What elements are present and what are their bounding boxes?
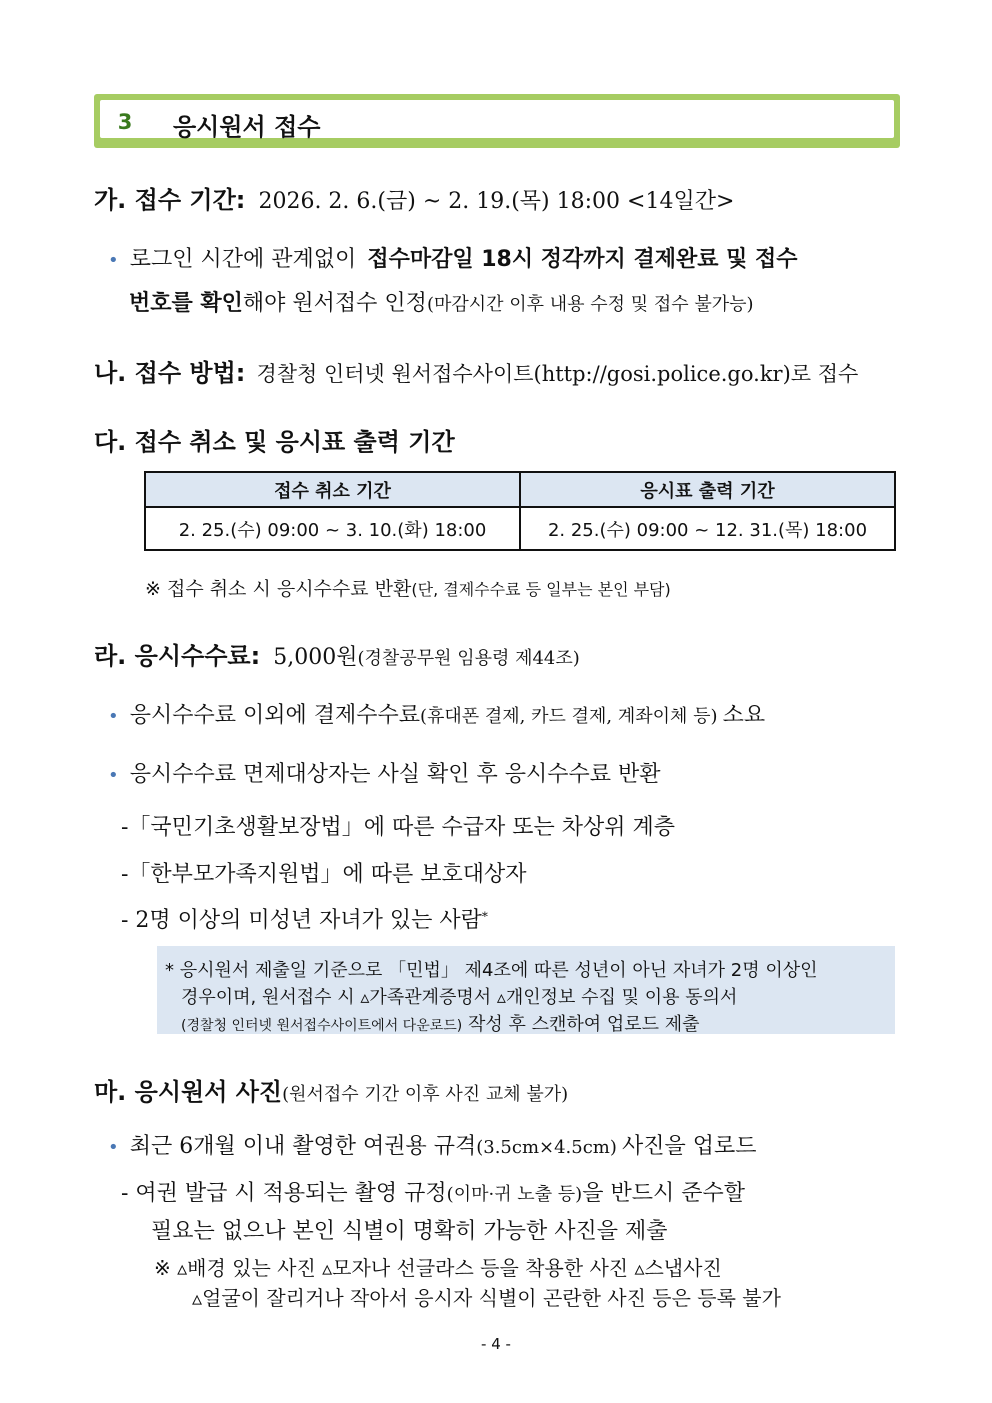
ma-note-line2: ▵얼굴이 잘리거나 작아서 응시자 식별이 곤란한 사진 등은 등록 불가 xyxy=(192,1286,781,1310)
ra-value-small: (경찰공무원 임용령 제44조) xyxy=(357,648,580,669)
ga-bullet-bold-2: 번호를 확인 xyxy=(129,291,243,316)
ga-value: 2026. 2. 6.(금) ~ 2. 19.(목) 18:00 <14일간> xyxy=(258,189,735,214)
ma-sub1-c: 을 반드시 준수할 xyxy=(582,1181,745,1206)
page-number: - 4 - xyxy=(481,1335,511,1353)
section-title: 응시원서 접수 xyxy=(173,113,321,141)
bullet-dot: • xyxy=(108,706,119,727)
ma-note-line1: ※ ▵배경 있는 사진 ▵모자나 선글라스 등을 착용한 사진 ▵스냅사진 xyxy=(154,1256,722,1280)
cancel-print-period-table xyxy=(144,471,896,551)
ra-box-line1: * 응시원서 제출일 기준으로 「민법」 제4조에 따른 성년이 아닌 자녀가 2명 이상인 xyxy=(165,960,818,981)
ma-sub1-line2: 필요는 없으나 본인 식별이 명확히 가능한 사진을 제출 xyxy=(151,1219,668,1244)
ga-bullet-line1 xyxy=(108,242,798,273)
ra-box-line3-small: (경찰청 인터넷 원서접수사이트에서 다운로드) xyxy=(181,1018,463,1034)
ra-bullet-2 xyxy=(108,757,660,788)
bullet-dot: • xyxy=(108,765,119,786)
da-note-main: ※ 접수 취소 시 응시수수료 반환 xyxy=(145,578,412,600)
ra-heading: 라. 응시수수료: xyxy=(94,642,261,670)
item-na xyxy=(94,353,858,388)
ga-bullet-bold-1: 접수마감일 18시 정각까지 결제완료 및 접수 xyxy=(367,247,798,272)
ma-heading: 마. 응시원서 사진 xyxy=(94,1078,283,1106)
ra-sub-2: -「한부모가족지원법」에 따른 보호대상자 xyxy=(121,862,527,887)
ra-bullet-1 xyxy=(108,698,765,729)
ra-bullet1-c: 소요 xyxy=(722,703,766,728)
ra-value: 5,000원 xyxy=(273,645,358,670)
table-row xyxy=(145,507,895,550)
ma-sub1-b: (이마·귀 노출 등) xyxy=(446,1184,583,1205)
ra-bullet2: 응시수수료 면제대상자는 사실 확인 후 응시수수료 반환 xyxy=(129,762,661,787)
ra-sub3-mark: * xyxy=(481,909,488,924)
bullet-dot: • xyxy=(108,250,119,271)
ma-bullet1-c: 사진을 업로드 xyxy=(622,1134,757,1159)
table-cell-cancel: 2. 25.(수) 09:00 ~ 3. 10.(화) 18:00 xyxy=(145,507,520,550)
ra-sub-3 xyxy=(121,903,488,934)
ga-bullet-small: (마감시간 이후 내용 수정 및 접수 불가능) xyxy=(426,294,754,315)
da-note-small: (단, 결제수수료 등 일부는 본인 부담) xyxy=(411,580,671,599)
ma-sub-1 xyxy=(121,1176,745,1207)
ma-bullet1-b: (3.5cm×4.5cm) xyxy=(476,1137,617,1158)
ga-heading: 가. 접수 기간: xyxy=(94,186,246,214)
table-cell-print: 2. 25.(수) 09:00 ~ 12. 31.(목) 18:00 xyxy=(520,507,895,550)
ra-sub3-text: - 2명 이상의 미성년 자녀가 있는 사람 xyxy=(121,908,482,933)
bullet-dot: • xyxy=(108,1137,119,1158)
ra-box-line3-rest: 작성 후 스캔하여 업로드 제출 xyxy=(467,1014,700,1035)
item-ga xyxy=(94,180,734,215)
ma-heading-small: (원서접수 기간 이후 사진 교체 불가) xyxy=(282,1084,569,1105)
ra-bullet1-b: (휴대폰 결제, 카드 결제, 계좌이체 등) xyxy=(419,706,718,727)
ra-bullet1-a: 응시수수료 이외에 결제수수료 xyxy=(129,703,420,728)
ma-bullet1-a: 최근 6개월 이내 촬영한 여권용 규격 xyxy=(129,1134,477,1159)
item-ma xyxy=(94,1072,568,1107)
ra-sub-1: -「국민기초생활보장법」에 따른 수급자 또는 차상위 계층 xyxy=(121,815,675,840)
da-heading: 다. 접수 취소 및 응시표 출력 기간 xyxy=(94,428,455,456)
ma-sub1-a: - 여권 발급 시 적용되는 촬영 규정 xyxy=(121,1181,447,1206)
na-value: 경찰청 인터넷 원서접수사이트(http://gosi.police.go.kr)로 접수 xyxy=(256,362,859,386)
ga-bullet-line2 xyxy=(129,286,754,317)
da-note xyxy=(145,574,671,601)
table-header-cancel: 접수 취소 기간 xyxy=(145,472,520,507)
na-heading: 나. 접수 방법: xyxy=(94,359,246,387)
section-number: 3 xyxy=(117,109,133,134)
table-header-row xyxy=(145,472,895,507)
ga-bullet-normal-2: 해야 원서접수 인정 xyxy=(242,291,427,316)
table-header-print: 응시표 출력 기간 xyxy=(520,472,895,507)
ga-bullet-normal-1: 로그인 시간에 관계없이 xyxy=(129,247,357,272)
ra-box-line2: 경우이며, 원서접수 시 ▵가족관계증명서 ▵개인정보 수집 및 이용 동의서 xyxy=(181,987,738,1008)
ra-box-line3 xyxy=(181,1010,700,1036)
ma-bullet-1 xyxy=(108,1129,757,1160)
item-ra xyxy=(94,636,580,671)
item-da xyxy=(94,422,455,457)
